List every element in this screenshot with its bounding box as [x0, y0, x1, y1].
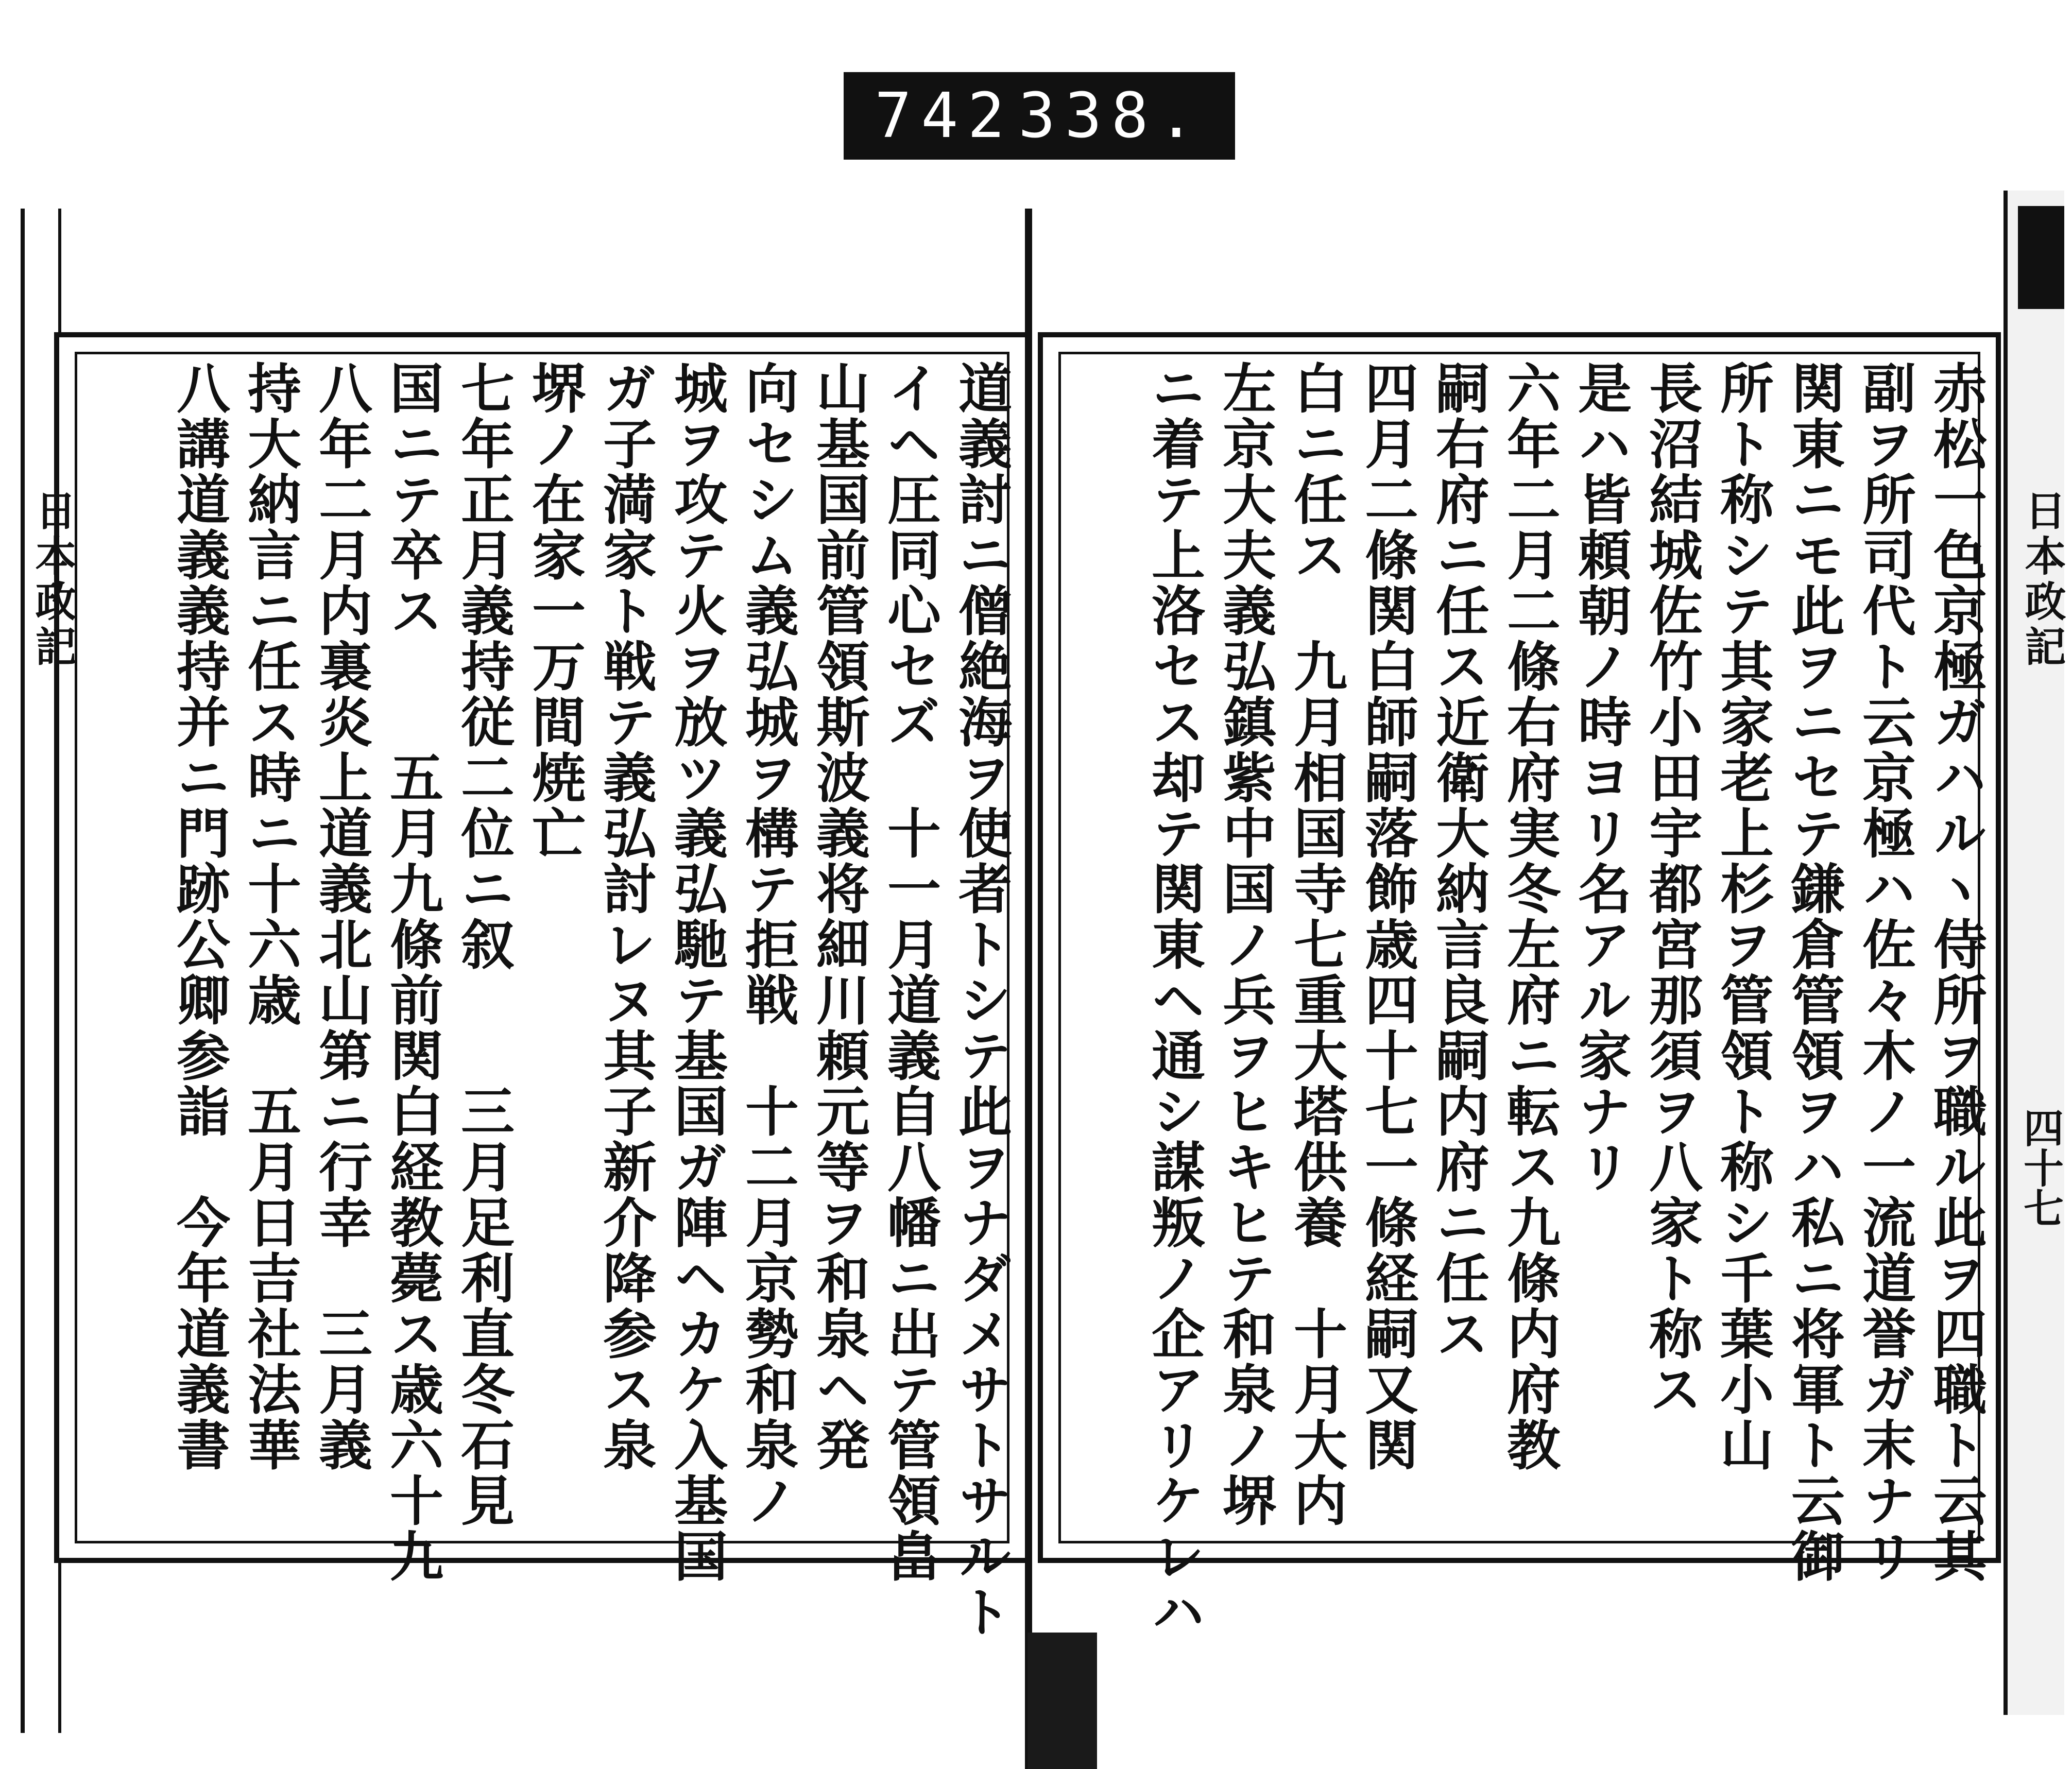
- book-spine: [1025, 209, 1032, 1769]
- left-page-column-2: イヘ圧同心セズ 十一月道義自八幡ニ出テ管領畠: [878, 360, 941, 1584]
- right-margin-title: 日本政記: [2018, 489, 2066, 671]
- right-page-column-10: 白ニ任ス 九月相国寺七重大塔供養 十月大内: [1285, 360, 1348, 1528]
- left-page-column-1: 道義討ニ僧絶海ヲ使者トシテ此ヲナダメサトサルト: [949, 360, 1013, 1640]
- left-page-column-12: 八講道義義持并ニ門跡公卿参詣 今年道義書: [167, 360, 231, 1473]
- left-page-column-4: 向セシム義弘城ヲ構テ拒戦 十二月京勢和泉ノ: [736, 360, 799, 1528]
- left-page-column-5: 城ヲ攻テ火ヲ放ツ義弘馳テ基国ガ陣ヘカケ入基国: [665, 360, 728, 1584]
- right-page-column-1: 赤松一色京極ガハルヽ侍所ヲ職ル此ヲ四職ト云其: [1924, 360, 1988, 1584]
- left-page-column-8: 七年正月義持従二位ニ叙 三月足利直冬石見: [452, 360, 515, 1528]
- left-page-column-3: 山基国前管領斯波義将細川頼元等ヲ和泉ヘ発: [807, 360, 870, 1473]
- right-page-column-9: 四月二條関白師嗣落飾歳四十七一條経嗣又関: [1356, 360, 1419, 1473]
- left-page-column-6: ガ子満家ト戦テ義弘討レヌ其子新介降参ス泉: [594, 360, 657, 1473]
- right-book-edge: [2003, 191, 2064, 1715]
- right-page-column-8: 嗣右府ニ任ス近衛大納言良嗣内府ニ任ス: [1427, 360, 1490, 1362]
- right-page-column-11: 左京大夫義弘鎮紫中国ノ兵ヲヒキヒテ和泉ノ堺: [1213, 360, 1277, 1528]
- right-page-column-3: 関東ニモ此ヲニセテ鎌倉管領ヲハ私ニ将軍ト云御: [1782, 360, 1845, 1584]
- catalog-number-left: 742: [875, 80, 1014, 152]
- page-number: 四十七: [2017, 1107, 2064, 1228]
- right-page-column-12: ニ着テ上洛セス却テ関東ヘ通シ謀叛ノ企アリケレハ: [1142, 360, 1206, 1640]
- left-page-column-7: 堺ノ在家一万間焼亡: [523, 360, 586, 861]
- spine-foot: [1028, 1633, 1097, 1769]
- edge-ink-block: [2018, 206, 2064, 309]
- left-page-column-9: 国ニテ卒ス 五月九條前関白経教薨ス歳六十九: [381, 360, 444, 1584]
- left-margin-title: 日本政記: [28, 489, 77, 671]
- right-page-column-2: 副ヲ所司代ト云京極ハ佐々木ノ一流道誉ガ末ナリ: [1853, 360, 1916, 1584]
- left-page-column-11: 持大納言ニ任ス時ニ十六歳 五月日吉社法華: [238, 360, 302, 1473]
- right-page-column-7: 六年二月二條右府実冬左府ニ転ス九條内府教: [1498, 360, 1561, 1473]
- right-page-column-4: 所ト称シテ其家老上杉ヲ管領ト称シ千葉小山: [1711, 360, 1774, 1473]
- catalog-number-right: 338.: [1018, 80, 1204, 152]
- right-page-column-6: 是ハ皆頼朝ノ時ヨリ名アル家ナリ: [1569, 360, 1632, 1195]
- right-page-column-5: 長沼結城佐竹小田宇都宮那須ヲ八家ト称ス: [1640, 360, 1703, 1417]
- left-page-column-10: 八年二月内裏炎上道義北山第ニ行幸 三月義: [310, 360, 373, 1473]
- catalog-number-tag: [844, 72, 1235, 160]
